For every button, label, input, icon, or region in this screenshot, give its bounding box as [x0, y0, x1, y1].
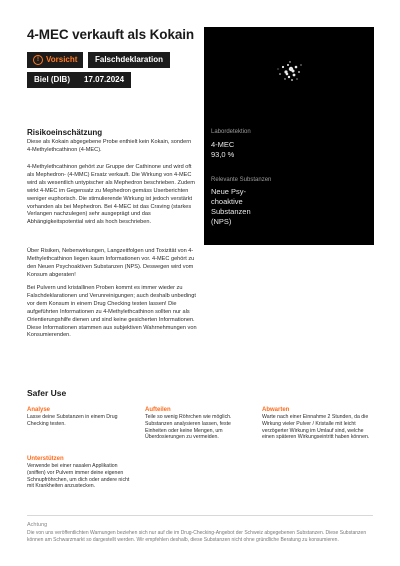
risk-intro: Diese als Kokain abgegebene Probe enthielt kein Kokain, sondern 4-Methylethcathinon (4-MEC). [27, 139, 192, 153]
detection-value-substance: 4-MEC [211, 140, 235, 149]
warning-icon: ! [33, 55, 43, 65]
risk-paragraph-3: Bei Pulvern und kristallinen Proben kommt es immer wieder zu Falschdeklarationen und Verunreinigungen; auch deshalb unbedingt vor dem Konsum in einem Drug Checking testen lassen! Die aufgeführten Informationen zu 4-Methylethcathinon sollten nur als Orientierungshilfe dienen und sind keine gesicherten Informationen. Diese Informationen stammen aus subjektiven Wahrnehmungen von Konsumierenden. [27, 285, 197, 339]
date-tag: 17.07.2024 [77, 72, 131, 88]
detection-value-percent: 93,0 % [211, 150, 235, 159]
risk-paragraph-2: Über Risiken, Nebenwirkungen, Langzeitfolgen und Toxizität von 4-Methylethcathinon liegen kaum Informationen vor. 4-MEC gehört zu den Neuen Psychoaktiven Substanzen (NPS). Deswegen wird vom Konsum abgeraten! [27, 248, 195, 278]
safer-item-unterstuetzen [27, 456, 135, 490]
relevant-line-4: (NPS) [211, 217, 232, 226]
safer-item-title: Abwarten [262, 407, 290, 413]
safer-item-title: Analyse [27, 407, 51, 413]
relevant-line-3: Substanzen [211, 207, 251, 216]
risk-paragraph-1: 4-Methylethcathinon gehört zur Gruppe der Cathinone und wird oft als Mephedron- (4-MMC) Ersatz verkauft. Die Wirkung von 4-MEC wird als wesentlich untypischer als Mephedron beschrieben. Zudem wirkt 4-MEC im Gegensatz zu Mephedron gemäss Userberichten weniger euphorisch. Die stimulierende Wirkung ist jedoch verstärkt vorhanden als bei Mephedron. Bei 4-MEC ist das Craving (starkes Verlangen nachzulegen) sehr ausgeprägt und das Abhängigkeitspotential wird als hoch beschrieben. [27, 164, 195, 226]
risk-heading: Risikoeinschätzung [27, 128, 103, 137]
substance-panel [204, 27, 374, 245]
safer-item-body: Teile so wenig Röhrchen wie möglich. Substanzen analysieren lassen, feste Einheiten oder keine Mengen, um Überdosierungen zu vermeiden. [145, 414, 232, 441]
relevant-line-1: Neue Psy- [211, 187, 247, 196]
footer-divider [27, 515, 373, 516]
substance-photo [204, 27, 374, 123]
footer-text: Die von uns veröffentlichten Warnungen beziehen sich nur auf die im Drug-Checking-Angebot der Schweiz abgegebenen Substanzen. Diese Substanzen können am Schwarzmarkt so dargestellt werden. Wir empfehlen deshalb, diese Substanzen nicht ohne gründliche Beratung zu konsumieren. [27, 530, 367, 543]
footer-heading: Achtung [27, 522, 48, 528]
safer-item-analyse [27, 407, 135, 428]
safer-item-title: Unterstützen [27, 456, 64, 462]
page-title: 4-MEC verkauft als Kokain [27, 27, 195, 42]
safer-item-body: Verwende bei einer nasalen Applikation (sniffen) vor Pulvern immer deine eigenen Schnupfröhrchen, um dich oder andere nicht mit Krankheiten anzustecken. [27, 463, 130, 490]
warning-label: Vorsicht [46, 55, 78, 64]
relevant-line-2: choaktive [211, 197, 243, 206]
warning-tag [27, 52, 83, 68]
safer-item-body: Lasse deine Substanzen in einem Drug Checking testen. [27, 414, 118, 427]
safer-item-aufteilen [145, 407, 253, 441]
safer-item-abwarten [262, 407, 374, 441]
safer-item-title: Aufteilen [145, 407, 171, 413]
type-tag: Falschdeklaration [88, 52, 170, 68]
safer-item-body: Warte nach einer Einnahme 2 Stunden, da die Wirkung vieler Pulver / Kristalle mit leicht verzögerter Wirkung im Umlauf sind, welche einen späteren Wirkungseintritt haben können. [262, 414, 370, 441]
detection-label: Labordetektion [211, 129, 251, 135]
relevant-label: Relevante Substanzen [211, 177, 272, 183]
location-tag: Biel (DIB) [27, 72, 77, 88]
safer-use-heading: Safer Use [27, 388, 67, 398]
